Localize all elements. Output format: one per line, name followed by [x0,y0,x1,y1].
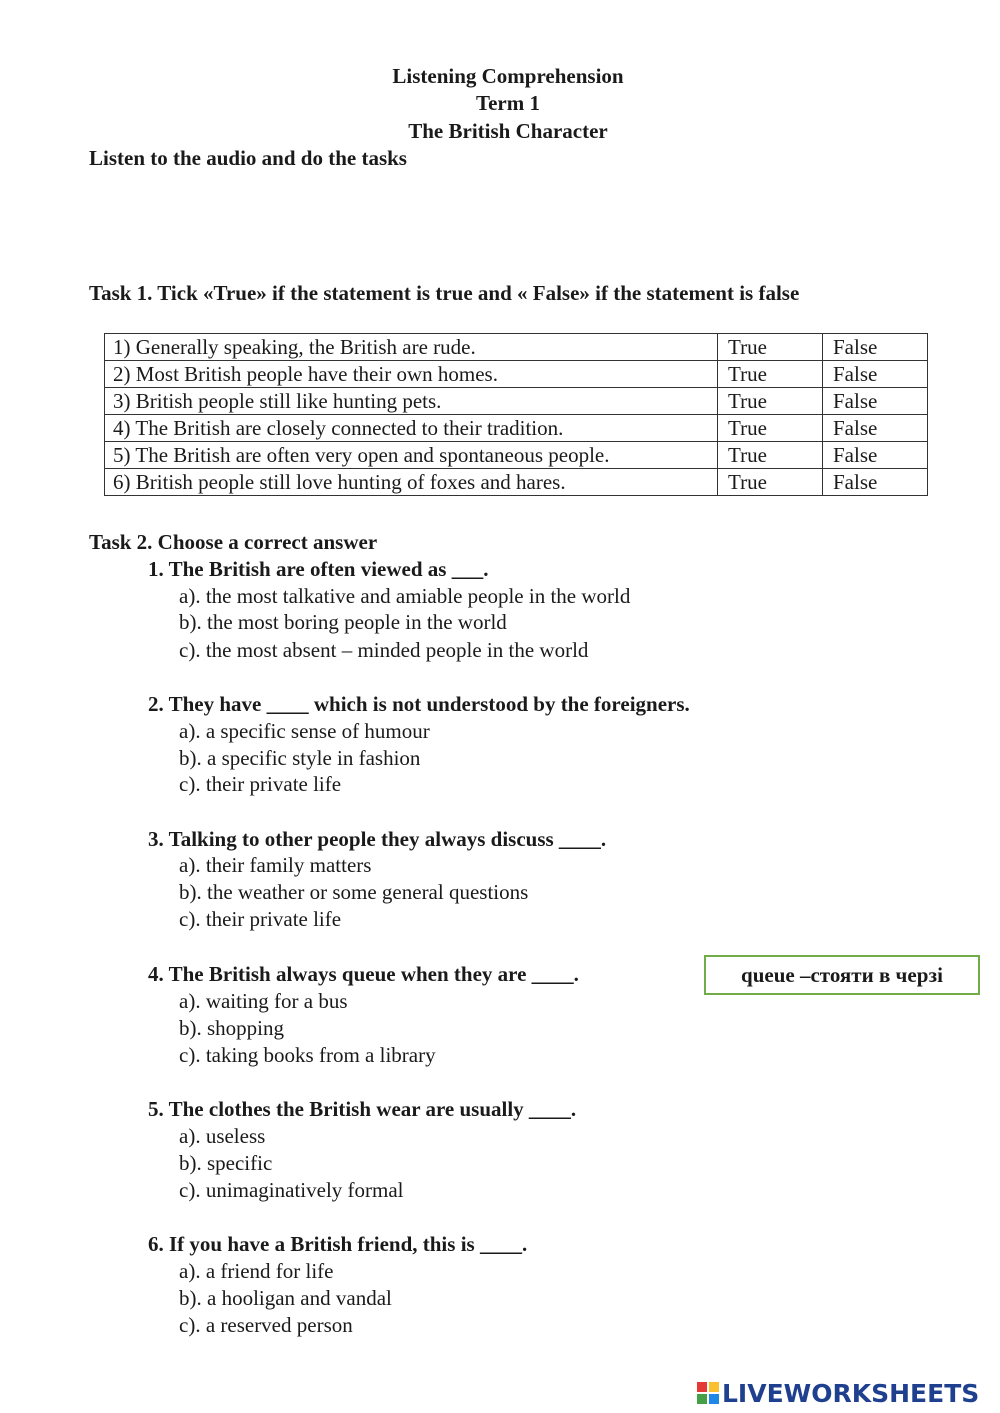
answer-option[interactable]: a). waiting for a bus [179,989,348,1013]
false-option[interactable]: False [823,442,928,469]
doc-title: Listening Comprehension [392,64,624,88]
instruction: Listen to the audio and do the tasks [89,146,407,170]
question-2: 2. They have ____ which is not understood by the foreigners. [148,692,690,716]
answer-option[interactable]: b). specific [179,1151,273,1175]
table-row [105,361,928,388]
statement-cell: 1) Generally speaking, the British are rude. [105,334,718,361]
question-3: 3. Talking to other people they always discuss ____. [148,827,607,851]
answer-option[interactable]: b). a hooligan and vandal [179,1286,392,1310]
false-option[interactable]: False [823,388,928,415]
term-label: Term 1 [476,91,540,115]
answer-option[interactable]: a). a friend for life [179,1259,334,1283]
question-4: 4. The British always queue when they are ____. [148,962,579,986]
statement-cell: 4) The British are closely connected to their tradition. [105,415,718,442]
true-option[interactable]: True [718,388,823,415]
answer-option[interactable]: c). unimaginatively formal [179,1178,404,1202]
answer-option[interactable]: c). the most absent – minded people in the world [179,638,589,662]
table-row [105,415,928,442]
true-option[interactable]: True [718,442,823,469]
answer-option[interactable]: b). shopping [179,1016,284,1040]
answer-option[interactable]: c). their private life [179,772,342,796]
question-5: 5. The clothes the British wear are usually ____. [148,1097,577,1121]
answer-option[interactable]: b). the most boring people in the world [179,610,507,634]
true-option[interactable]: True [718,415,823,442]
vocabulary-note: queue –стояти в черзі [704,955,980,995]
task1-title: Task 1. Tick «True» if the statement is true and « False» if the statement is false [89,281,800,305]
true-option[interactable]: True [718,361,823,388]
false-option[interactable]: False [823,415,928,442]
table-row [105,442,928,469]
answer-option[interactable]: a). a specific sense of humour [179,719,430,743]
answer-option[interactable]: c). a reserved person [179,1313,353,1337]
true-option[interactable]: True [718,469,823,496]
liveworksheets-logo[interactable] [697,1376,979,1410]
table-row [105,388,928,415]
false-option[interactable]: False [823,469,928,496]
statement-cell: 2) Most British people have their own homes. [105,361,718,388]
answer-option[interactable]: b). the weather or some general questions [179,880,529,904]
answer-option[interactable]: a). useless [179,1124,266,1148]
answer-option[interactable]: a). their family matters [179,853,372,877]
true-false-table [104,333,928,496]
topic-title: The British Character [408,119,608,143]
statement-cell: 5) The British are often very open and spontaneous people. [105,442,718,469]
answer-option[interactable]: b). a specific style in fashion [179,746,421,770]
answer-option[interactable]: c). their private life [179,907,342,931]
false-option[interactable]: False [823,334,928,361]
answer-option[interactable]: c). taking books from a library [179,1043,436,1067]
table-row [105,469,928,496]
logo-text: LIVEWORKSHEETS [722,1378,980,1408]
answer-option[interactable]: a). the most talkative and amiable people in the world [179,584,631,608]
task2-title: Task 2. Choose a correct answer [89,530,378,554]
statement-cell: 3) British people still like hunting pets. [105,388,718,415]
true-option[interactable]: True [718,334,823,361]
statement-cell: 6) British people still love hunting of foxes and hares. [105,469,718,496]
question-1: 1. The British are often viewed as ___. [148,557,489,581]
table-row [105,334,928,361]
question-6: 6. If you have a British friend, this is ____. [148,1232,528,1256]
false-option[interactable]: False [823,361,928,388]
logo-squares-icon [697,1382,719,1404]
